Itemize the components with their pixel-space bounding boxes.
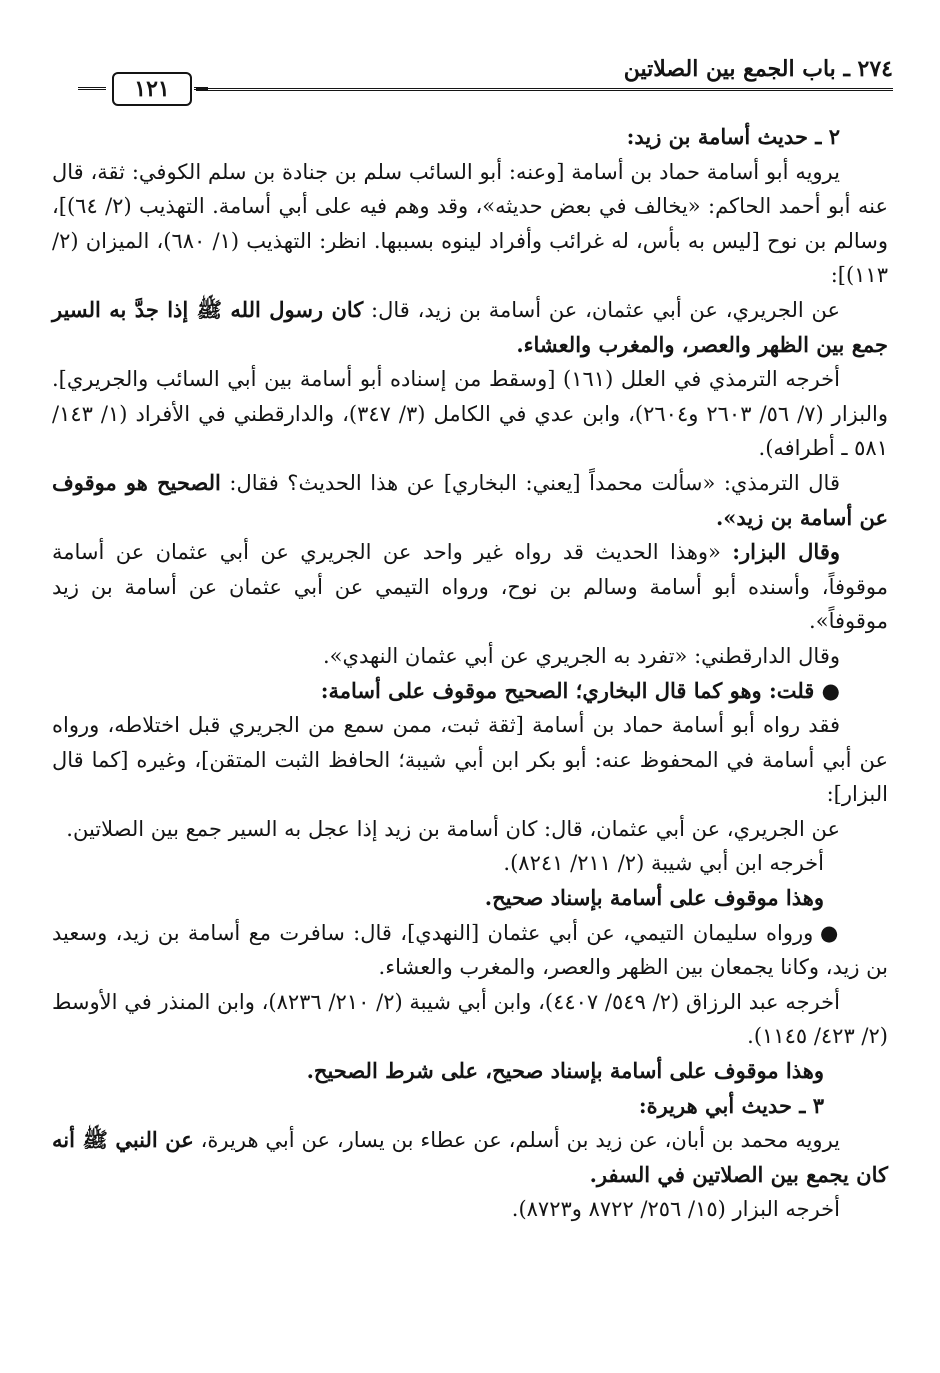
paragraph-hadith: يرويه محمد بن أبان، عن زيد بن أسلم، عن عطاء بن يسار، عن أبي هريرة، عن النبي ﷺ أنه كان يجمع بين الصلاتين في السفر.	[52, 1127, 888, 1187]
paragraph: فقد رواه أبو أسامة حماد بن أسامة [ثقة ثبت، ممن سمع من الجريري قبل اختلاطه، ورواه عن أبي أسامة في المحفوظ عنه: أبو بكر ابن أبي شيبة؛ الحافظ الثبت المتقن]، وغيره [كما قال البزار]:	[52, 713, 888, 807]
frame-rule-left	[78, 87, 106, 90]
hadith-text: كان رسول الله ﷺ إذا جدَّ به السير جمع بين الظهر والعصر، والمغرب والعشاء.	[52, 296, 888, 357]
paragraph-verdict: وهذا موقوف على أسامة بإسناد صحيح، على شرط الصحيح.	[306, 1058, 824, 1084]
paragraph: أخرجه ابن أبي شيبة (٢/ ٢١١/ ٨٢٤١).	[503, 851, 824, 876]
bullet-icon: ●	[819, 919, 840, 945]
paragraph: أخرجه البزار (١٥/ ٢٥٦/ ٨٧٢٢ و٨٧٢٣).	[511, 1197, 840, 1222]
section-heading-usama: ٢ ـ حديث أسامة بن زيد:	[626, 124, 840, 149]
section-heading-abu-hurayra: ٣ ـ حديث أبي هريرة:	[638, 1092, 824, 1118]
bullet-icon: ●	[821, 677, 840, 703]
body-text	[52, 120, 888, 1227]
paragraph: أخرجه الترمذي في العلل (١٦١) [وسقط من إسناده أبو أسامة بين أبي السائب والجريري]. والبزار (٧/ ٥٦/ ٢٦٠٣ و٢٦٠٤)، وابن عدي في الكامل (٣/ ٣٤٧)، والدارقطني في الأفراد (١/ ١٤٣/ ٥٨١ ـ أطرافه).	[52, 367, 888, 461]
hadith-text: عن النبي ﷺ أنه كان يجمع بين الصلاتين في السفر.	[52, 1127, 888, 1187]
paragraph-sulayman: ● ورواه سليمان التيمي، عن أبي عثمان [النهدي]، قال: سافرت مع أسامة بن زيد، وسعيد بن زيد، وكانا يجمعان بين الظهر والعصر، والمغرب والعشاء.	[52, 919, 888, 980]
paragraph-conclusion: ● قلت: وهو كما قال البخاري؛ الصحيح موقوف على أسامة:	[320, 677, 840, 703]
frame-rule-right	[194, 87, 208, 90]
paragraph-verdict: وهذا موقوف على أسامة بإسناد صحيح.	[484, 885, 824, 911]
page-number: ١٢١	[112, 72, 192, 106]
paragraph: عن الجريري، عن أبي عثمان، قال: كان أسامة بن زيد إذا عجل به السير جمع بين الصلاتين.	[66, 816, 840, 841]
header-rule	[196, 88, 893, 91]
paragraph-tirmidhi: قال الترمذي: «سألت محمداً [يعني: البخاري] عن هذا الحديث؟ فقال: الصحيح هو موقوف عن أسامة بن زيد».	[52, 469, 888, 530]
paragraph: أخرجه عبد الرزاق (٢/ ٥٤٩/ ٤٤٠٧)، وابن أبي شيبة (٢/ ٢١٠/ ٨٢٣٦)، وابن المنذر في الأوسط (٢/ ٤٢٣/ ١١٤٥).	[52, 989, 888, 1049]
paragraph-bazzar: وقال البزار: «وهذا الحديث قد رواه غير واحد عن الجريري عن أبي عثمان عن أسامة موقوفاً، وأسنده أبو أسامة وسالم بن نوح، ورواه التيمي عن أبي عثمان عن أسامة بن زيد موقوفاً».	[52, 539, 888, 634]
page-header	[78, 52, 893, 102]
page-number-frame	[78, 68, 208, 104]
paragraph-hadith: عن الجريري، عن أبي عثمان، عن أسامة بن زيد، قال: كان رسول الله ﷺ إذا جدَّ به السير جمع بين الظهر والعصر، والمغرب والعشاء.	[52, 296, 888, 357]
paragraph: وقال الدارقطني: «تفرد به الجريري عن أبي عثمان النهدي».	[322, 643, 840, 668]
paragraph: يرويه أبو أسامة حماد بن أسامة [وعنه: أبو السائب سلم بن جنادة بن سلم الكوفي: ثقة، قال عنه أبو أحمد الحاكم: «يخالف في بعض حديثه»، وقد وهم فيه على أبي أسامة. التهذيب (٢/ ٦٤)]، وسالم بن نوح [ليس به بأس، له غرائب وأفراد لينوه بسببها. انظر: التهذيب (١/ ٦٨٠)، الميزان (٢/ ١١٣)]:	[52, 159, 888, 288]
running-head: ٢٧٤ ـ باب الجمع بين الصلاتين	[623, 56, 893, 82]
